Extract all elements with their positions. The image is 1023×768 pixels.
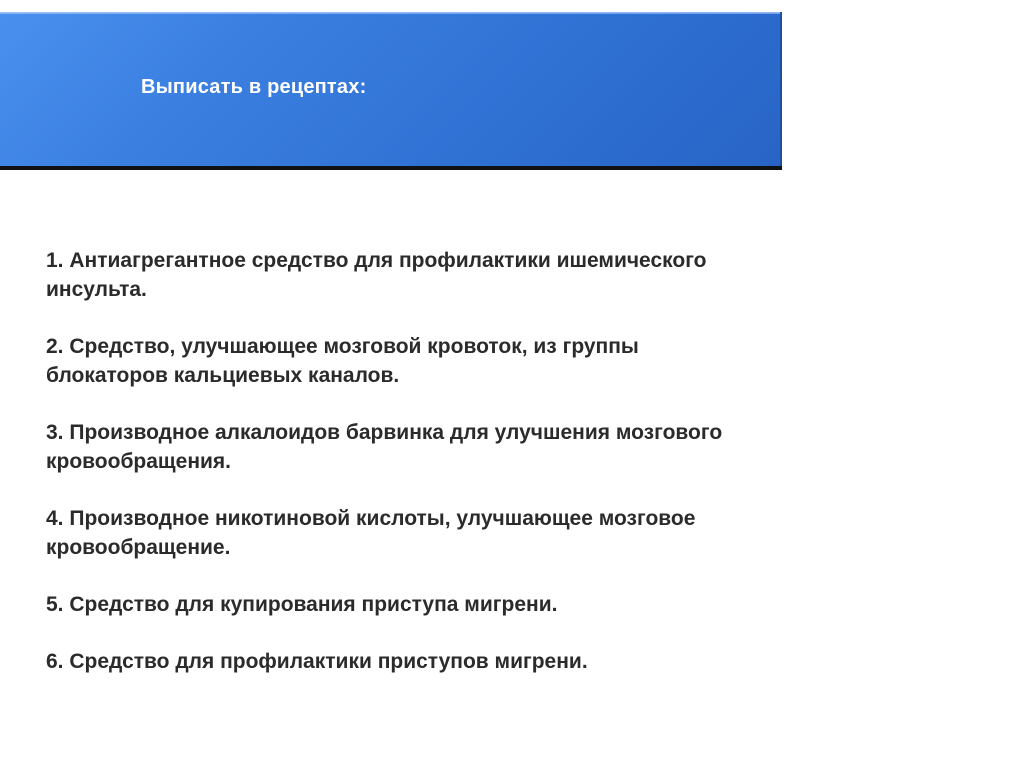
task-item-3: 3. Производное алкалоидов барвинка для улучшения мозгового кровообращения. — [46, 421, 723, 473]
task-item-4: 4. Производное никотиновой кислоты, улучшающее мозговое кровообращение. — [46, 507, 696, 559]
task-item-2: 2. Средство, улучшающее мозговой кровоток, из группы блокаторов кальциевых каналов. — [46, 335, 639, 387]
task-list — [46, 246, 946, 704]
slide-title: Выписать в рецептах: — [141, 76, 367, 98]
task-item-5: 5. Средство для купирования приступа мигрени. — [46, 593, 558, 616]
title-banner — [0, 12, 782, 166]
task-item-1: 1. Антиагрегантное средство для профилактики ишемического инсульта. — [46, 249, 707, 301]
task-item-6: 6. Средство для профилактики приступов мигрени. — [46, 650, 588, 673]
title-underline — [0, 166, 782, 170]
